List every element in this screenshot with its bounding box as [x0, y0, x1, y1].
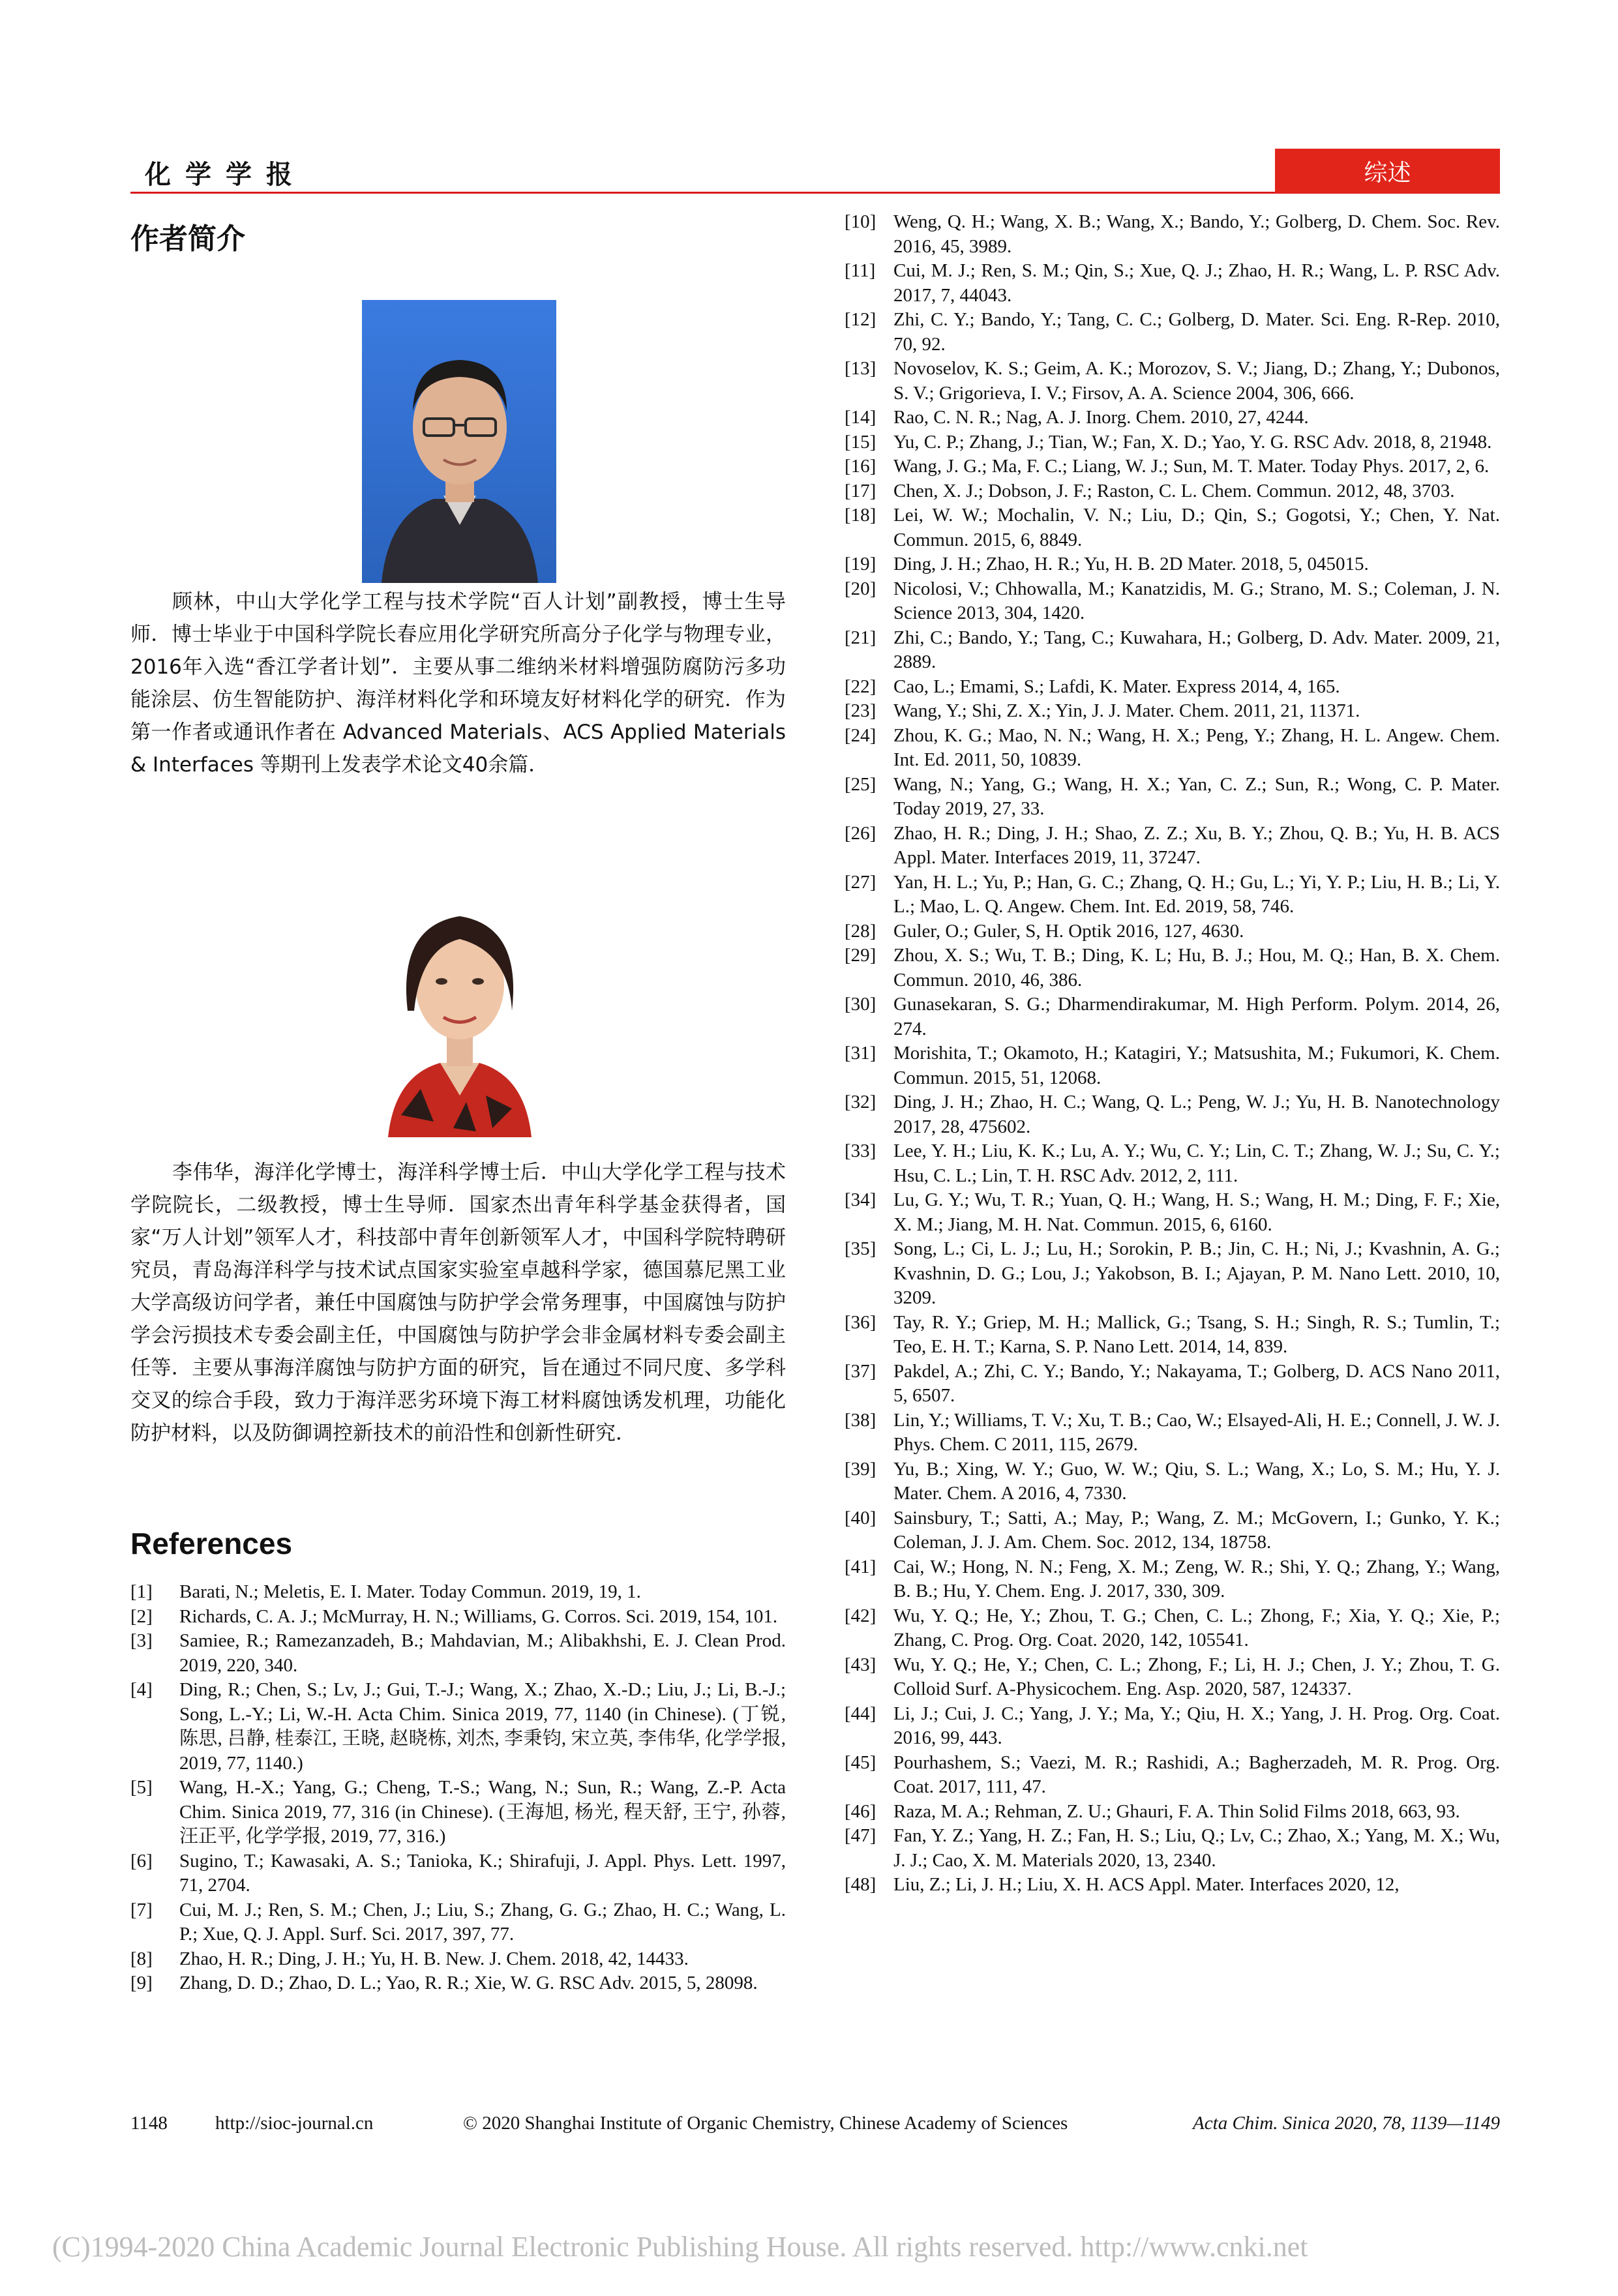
- reference-text: Lin, Y.; Williams, T. V.; Xu, T. B.; Cao, W.; Elsayed-Ali, H. E.; Connell, J. W. J. Phys. Chem. C 2011, 115, 2679.: [893, 1409, 1500, 1455]
- reference-number: [44]: [845, 1703, 876, 1724]
- reference-number: [40]: [845, 1507, 876, 1528]
- reference-number: [38]: [845, 1409, 876, 1431]
- references-list-right: [845, 210, 1500, 1898]
- reference-item: [845, 503, 1500, 552]
- reference-item: [130, 1678, 786, 1776]
- reference-number: [34]: [845, 1189, 876, 1210]
- reference-item: [845, 1188, 1500, 1237]
- reference-number: [25]: [845, 773, 876, 795]
- section-badge: 综述: [1275, 149, 1500, 193]
- reference-text: Barati, N.; Meletis, E. I. Mater. Today Commun. 2019, 19, 1.: [179, 1581, 641, 1602]
- reference-number: [33]: [845, 1141, 876, 1161]
- reference-item: [845, 1409, 1500, 1457]
- author1-photo: [362, 300, 556, 583]
- reference-number: [29]: [845, 945, 876, 966]
- reference-item: [845, 1506, 1500, 1555]
- reference-item: [845, 675, 1500, 700]
- reference-text: Samiee, R.; Ramezanzadeh, B.; Mahdavian, M.; Alibakhshi, E. J. Clean Prod. 2019, 220, 340.: [179, 1630, 786, 1676]
- reference-item: [845, 406, 1500, 430]
- reference-text: Wang, Y.; Shi, Z. X.; Yin, J. J. Mater. Chem. 2011, 21, 11371.: [893, 700, 1360, 721]
- reference-text: Yan, H. L.; Yu, P.; Han, G. C.; Zhang, Q. H.; Gu, L.; Yi, Y. P.; Liu, H. B.; Li, Y. L.; Mao, L. Q. Angew. Chem. Int. Ed. 2019, 58, 746.: [893, 871, 1500, 917]
- reference-item: [130, 1849, 786, 1898]
- reference-text: Chen, X. J.; Dobson, J. F.; Raston, C. L. Chem. Commun. 2012, 48, 3703.: [893, 480, 1455, 501]
- reference-number: [13]: [845, 358, 876, 379]
- reference-item: [845, 577, 1500, 626]
- reference-text: Yu, B.; Xing, W. Y.; Guo, W. W.; Qiu, S. L.; Wang, X.; Lo, S. M.; Hu, Y. J. Mater. Chem. A 2016, 4, 7330.: [893, 1458, 1500, 1504]
- reference-item: [845, 1090, 1500, 1139]
- reference-number: [35]: [845, 1238, 876, 1259]
- author2-bio: 李伟华，海洋化学博士，海洋科学博士后．中山大学化学工程与技术学院院长，二级教授，博士生导师．国家杰出青年科学基金获得者，国家“万人计划”领军人才，科技部中青年创新领军人才，中国科学院特聘研究员，青岛海洋科学与技术试点国家实验室卓越科学家，德国慕尼黑工业大学高级访问学者，兼任中国腐蚀与防护学会常务理事，中国腐蚀与防护学会污损技术专委会副主任，中国腐蚀与防护学会非金属材料专委会副主任等．主要从事海洋腐蚀与防护方面的研究，旨在通过不同尺度、多学科交叉的综合手段，致力于海洋恶劣环境下海工材料腐蚀诱发机理，功能化防护材料，以及防御调控新技术的前沿性和创新性研究．: [130, 1161, 786, 1445]
- reference-item: [845, 210, 1500, 259]
- reference-number: [45]: [845, 1752, 876, 1773]
- reference-item: [845, 773, 1500, 822]
- reference-text: Tay, R. Y.; Griep, M. H.; Mallick, G.; Tsang, S. H.; Singh, R. S.; Tumlin, T.; Teo, E. H. T.; Karna, S. P. Nano Lett. 2014, 14, 839.: [893, 1311, 1500, 1357]
- reference-text: Ding, J. H.; Zhao, H. C.; Wang, Q. L.; Peng, W. J.; Yu, H. B. Nanotechnology 2017, 28, 475602.: [893, 1092, 1500, 1137]
- reference-item: [845, 822, 1500, 871]
- reference-text: Cui, M. J.; Ren, S. M.; Chen, J.; Liu, S.; Zhang, G. G.; Zhao, H. C.; Wang, L. P.; Xue, Q. J. Appl. Surf. Sci. 2017, 397, 77.: [179, 1899, 786, 1945]
- reference-item: [845, 1702, 1500, 1751]
- reference-text: Zhao, H. R.; Ding, J. H.; Yu, H. B. New. J. Chem. 2018, 42, 14433.: [179, 1948, 689, 1969]
- watermark: (C)1994-2020 China Academic Journal Electronic Publishing House. All rights reserved. http://www.cnki.net: [52, 2231, 1308, 2263]
- reference-item: [130, 1776, 786, 1849]
- references-title: References: [130, 1527, 293, 1560]
- reference-number: [47]: [845, 1825, 876, 1846]
- reference-number: [18]: [845, 505, 876, 526]
- reference-item: [845, 1800, 1500, 1825]
- reference-number: [2]: [130, 1605, 153, 1627]
- reference-item: [845, 919, 1500, 944]
- reference-text: Cai, W.; Hong, N. N.; Feng, X. M.; Zeng, W. R.; Shi, Y. Q.; Zhang, Y.; Wang, B. B.; Hu, Y. Chem. Eng. J. 2017, 330, 309.: [893, 1556, 1500, 1602]
- reference-text: Nicolosi, V.; Chhowalla, M.; Kanatzidis, M. G.; Strano, M. S.; Coleman, J. N. Science 2013, 304, 1420.: [893, 578, 1500, 623]
- reference-item: [845, 1873, 1500, 1898]
- reference-number: [43]: [845, 1654, 876, 1675]
- reference-number: [10]: [845, 211, 876, 232]
- journal-citation: Acta Chim. Sinica 2020, 78, 1139—1149: [1193, 2113, 1500, 2134]
- page-footer: [130, 2113, 1500, 2139]
- reference-number: [42]: [845, 1605, 876, 1626]
- reference-number: [28]: [845, 920, 876, 942]
- reference-text: Wu, Y. Q.; He, Y.; Zhou, T. G.; Chen, C. L.; Zhong, F.; Xia, Y. Q.; Xie, P.; Zhang, C. Prog. Org. Coat. 2020, 142, 105541.: [893, 1605, 1500, 1650]
- reference-number: [22]: [845, 676, 876, 697]
- reference-item: [130, 1605, 786, 1630]
- reference-item: [845, 1457, 1500, 1506]
- reference-text: Rao, C. N. R.; Nag, A. J. Inorg. Chem. 2010, 27, 4244.: [893, 407, 1309, 428]
- reference-text: Guler, O.; Guler, S, H. Optik 2016, 127, 4630.: [893, 920, 1244, 942]
- reference-text: Lee, Y. H.; Liu, K. K.; Lu, A. Y.; Wu, C. Y.; Lin, C. T.; Zhang, W. J.; Su, C. Y.; Hsu, C. L.; Lin, T. H. RSC Adv. 2012, 2, 111.: [893, 1141, 1500, 1186]
- reference-item: [845, 1311, 1500, 1360]
- reference-number: [19]: [845, 554, 876, 574]
- reference-item: [845, 430, 1500, 455]
- reference-number: [30]: [845, 994, 876, 1015]
- reference-text: Novoselov, K. S.; Geim, A. K.; Morozov, S. V.; Jiang, D.; Zhang, Y.; Dubonos, S. V.; Grigorieva, I. V.; Firsov, A. A. Science 2004, 306, 666.: [893, 358, 1500, 404]
- reference-text: Gunasekaran, S. G.; Dharmendirakumar, M. High Perform. Polym. 2014, 26, 274.: [893, 994, 1500, 1039]
- reference-number: [1]: [130, 1581, 153, 1602]
- reference-text: Zhou, X. S.; Wu, T. B.; Ding, K. L; Hu, B. J.; Hou, M. Q.; Han, B. X. Chem. Commun. 2010, 46, 386.: [893, 945, 1500, 991]
- reference-number: [12]: [845, 309, 876, 330]
- reference-number: [23]: [845, 700, 876, 721]
- authors-section-title: 作者简介: [130, 222, 245, 256]
- reference-number: [14]: [845, 407, 876, 428]
- reference-item: [845, 1604, 1500, 1653]
- reference-item: [130, 1629, 786, 1678]
- journal-url[interactable]: http://sioc-journal.cn: [215, 2113, 374, 2134]
- reference-number: [31]: [845, 1043, 876, 1064]
- reference-text: Ding, R.; Chen, S.; Lv, J.; Gui, T.-J.; Wang, X.; Zhao, X.-D.; Liu, J.; Li, B.-J.; Song, L.-Y.; Li, W.-H. Acta Chim. Sinica 2019, 77, 1140 (in Chinese). (丁锐, 陈思, 吕静, 桂泰江, 王晓, 赵晓栋, 刘杰, 李秉钧, 宋立英, 李伟华, 化学学报, 2019, 77, 1140.): [179, 1679, 786, 1774]
- reference-text: Zhi, C. Y.; Bando, Y.; Tang, C. C.; Golberg, D. Mater. Sci. Eng. R-Rep. 2010, 70, 92.: [893, 309, 1500, 355]
- reference-item: [845, 944, 1500, 992]
- reference-text: Pourhashem, S.; Vaezi, M. R.; Rashidi, A.; Bagherzadeh, M. R. Prog. Org. Coat. 2017, 111, 47.: [893, 1752, 1500, 1797]
- reference-text: Zhao, H. R.; Ding, J. H.; Shao, Z. Z.; Xu, B. Y.; Zhou, Q. B.; Yu, H. B. ACS Appl. Mater. Interfaces 2019, 11, 37247.: [893, 822, 1500, 868]
- reference-text: Sainsbury, T.; Satti, A.; May, P.; Wang, Z. M.; McGovern, I.; Gunko, Y. K.; Coleman, J. J. Am. Chem. Soc. 2012, 134, 18758.: [893, 1507, 1500, 1553]
- reference-item: [845, 308, 1500, 357]
- reference-text: Raza, M. A.; Rehman, Z. U.; Ghauri, F. A. Thin Solid Films 2018, 663, 93.: [893, 1800, 1460, 1822]
- reference-number: [16]: [845, 456, 876, 477]
- reference-number: [9]: [130, 1973, 153, 1993]
- reference-number: [36]: [845, 1311, 876, 1333]
- reference-number: [3]: [130, 1630, 153, 1651]
- reference-number: [6]: [130, 1850, 153, 1871]
- reference-item: [845, 357, 1500, 406]
- reference-text: Lei, W. W.; Mochalin, V. N.; Liu, D.; Qin, S.; Gogotsi, Y.; Chen, Y. Nat. Commun. 2015, 6, 8849.: [893, 505, 1500, 550]
- reference-item: [845, 1139, 1500, 1188]
- reference-number: [7]: [130, 1899, 153, 1920]
- reference-number: [37]: [845, 1360, 876, 1382]
- reference-text: Li, J.; Cui, J. C.; Yang, J. Y.; Ma, Y.; Qiu, H. X.; Yang, J. H. Prog. Org. Coat. 2016, 99, 443.: [893, 1703, 1500, 1748]
- reference-item: [845, 259, 1500, 308]
- reference-item: [130, 1947, 786, 1972]
- author1-bio: 顾林，中山大学化学工程与技术学院“百人计划”副教授，博士生导师．博士毕业于中国科学院长春应用化学研究所高分子化学与物理专业，2016年入选“香江学者计划”．主要从事二维纳米材料增强防腐防污多功能涂层、仿生智能防护、海洋材料化学和环境友好材料化学的研究．作为第一作者或通讯作者在 Advanced Materials、ACS Applied Materials & Interfaces 等期刊上发表学术论文40余篇．: [130, 590, 786, 777]
- reference-text: Cao, L.; Emami, S.; Lafdi, K. Mater. Express 2014, 4, 165.: [893, 676, 1340, 697]
- reference-item: [845, 992, 1500, 1041]
- reference-text: Cui, M. J.; Ren, S. M.; Qin, S.; Xue, Q. J.; Zhao, H. R.; Wang, L. P. RSC Adv. 2017, 7, 44043.: [893, 260, 1500, 306]
- reference-number: [8]: [130, 1948, 153, 1969]
- reference-number: [48]: [845, 1874, 876, 1895]
- reference-number: [4]: [130, 1679, 153, 1700]
- reference-item: [845, 1360, 1500, 1409]
- reference-number: [27]: [845, 871, 876, 893]
- reference-number: [15]: [845, 431, 876, 453]
- reference-text: Pakdel, A.; Zhi, C. Y.; Bando, Y.; Nakayama, T.; Golberg, D. ACS Nano 2011, 5, 6507.: [893, 1360, 1500, 1406]
- copyright: © 2020 Shanghai Institute of Organic Chemistry, Chinese Academy of Sciences: [463, 2113, 1068, 2134]
- reference-number: [39]: [845, 1458, 876, 1480]
- reference-text: Weng, Q. H.; Wang, X. B.; Wang, X.; Bando, Y.; Golberg, D. Chem. Soc. Rev. 2016, 45, 3989.: [893, 211, 1500, 257]
- reference-text: Morishita, T.; Okamoto, H.; Katagiri, Y.; Matsushita, M.; Fukumori, K. Chem. Commun. 2015, 51, 12068.: [893, 1043, 1500, 1088]
- reference-item: [845, 871, 1500, 919]
- reference-item: [130, 1971, 786, 1996]
- reference-text: Sugino, T.; Kawasaki, A. S.; Tanioka, K.; Shirafuji, J. Appl. Phys. Lett. 1997, 71, 2704.: [179, 1850, 786, 1896]
- reference-item: [845, 1041, 1500, 1090]
- reference-item: [845, 479, 1500, 504]
- reference-text: Zhang, D. D.; Zhao, D. L.; Yao, R. R.; Xie, W. G. RSC Adv. 2015, 5, 28098.: [179, 1973, 758, 1993]
- reference-text: Richards, C. A. J.; McMurray, H. N.; Williams, G. Corros. Sci. 2019, 154, 101.: [179, 1605, 778, 1627]
- reference-item: [845, 1555, 1500, 1604]
- reference-number: [20]: [845, 578, 876, 599]
- reference-item: [845, 1653, 1500, 1702]
- reference-text: Wang, H.-X.; Yang, G.; Cheng, T.-S.; Wang, N.; Sun, R.; Wang, Z.-P. Acta Chim. Sinica 2019, 77, 316 (in Chinese). (王海旭, 杨光, 程天舒, 王宁, 孙蓉, 汪正平, 化学学报, 2019, 77, 316.): [179, 1777, 786, 1847]
- reference-item: [845, 552, 1500, 577]
- page-number: 1148: [130, 2113, 168, 2134]
- journal-title: 化学学报: [145, 160, 307, 190]
- reference-text: Zhi, C.; Bando, Y.; Tang, C.; Kuwahara, H.; Golberg, D. Adv. Mater. 2009, 21, 2889.: [893, 627, 1500, 672]
- reference-item: [130, 1898, 786, 1947]
- reference-number: [21]: [845, 627, 876, 648]
- reference-text: Ding, J. H.; Zhao, H. R.; Yu, H. B. 2D Mater. 2018, 5, 045015.: [893, 554, 1369, 574]
- reference-item: [845, 1824, 1500, 1873]
- reference-number: [46]: [845, 1800, 876, 1822]
- reference-item: [845, 724, 1500, 773]
- reference-item: [845, 1237, 1500, 1311]
- reference-number: [24]: [845, 724, 876, 746]
- reference-number: [11]: [845, 260, 876, 281]
- reference-item: [130, 1580, 786, 1605]
- reference-number: [32]: [845, 1092, 876, 1112]
- reference-number: [17]: [845, 480, 876, 501]
- reference-item: [845, 1751, 1500, 1800]
- reference-text: Yu, C. P.; Zhang, J.; Tian, W.; Fan, X. D.; Yao, Y. G. RSC Adv. 2018, 8, 21948.: [893, 431, 1492, 453]
- reference-text: Wang, N.; Yang, G.; Wang, H. X.; Yan, C. Z.; Sun, R.; Wong, C. P. Mater. Today 2019, 27, 33.: [893, 773, 1500, 819]
- reference-text: Lu, G. Y.; Wu, T. R.; Yuan, Q. H.; Wang, H. S.; Wang, H. M.; Ding, F. F.; Xie, X. M.; Jiang, M. H. Nat. Commun. 2015, 6, 6160.: [893, 1189, 1500, 1235]
- author2-photo: [362, 854, 556, 1137]
- reference-text: Liu, Z.; Li, J. H.; Liu, X. H. ACS Appl. Mater. Interfaces 2020, 12,: [893, 1874, 1400, 1895]
- reference-item: [845, 455, 1500, 479]
- reference-text: Wang, J. G.; Ma, F. C.; Liang, W. J.; Sun, M. T. Mater. Today Phys. 2017, 2, 6.: [893, 456, 1490, 477]
- reference-number: [26]: [845, 822, 876, 844]
- reference-number: [5]: [130, 1777, 153, 1798]
- reference-text: Fan, Y. Z.; Yang, H. Z.; Fan, H. S.; Liu, Q.; Lv, C.; Zhao, X.; Yang, M. X.; Wu, J. J.; Cao, X. M. Materials 2020, 13, 2340.: [893, 1825, 1500, 1871]
- reference-item: [845, 626, 1500, 675]
- reference-number: [41]: [845, 1556, 876, 1577]
- reference-text: Wu, Y. Q.; He, Y.; Chen, C. L.; Zhong, F.; Li, H. J.; Chen, J. Y.; Zhou, T. G. Colloid Surf. A-Physicochem. Eng. Asp. 2020, 587, 124337.: [893, 1654, 1500, 1699]
- references-list-left: [130, 1580, 786, 1996]
- reference-text: Zhou, K. G.; Mao, N. N.; Wang, H. X.; Peng, Y.; Zhang, H. L. Angew. Chem. Int. Ed. 2011, 50, 10839.: [893, 724, 1500, 770]
- reference-text: Song, L.; Ci, L. J.; Lu, H.; Sorokin, P. B.; Jin, C. H.; Ni, J.; Kvashnin, A. G.; Kvashnin, D. G.; Lou, J.; Yakobson, B. I.; Ajayan, P. M. Nano Lett. 2010, 10, 3209.: [893, 1238, 1500, 1308]
- reference-item: [845, 699, 1500, 724]
